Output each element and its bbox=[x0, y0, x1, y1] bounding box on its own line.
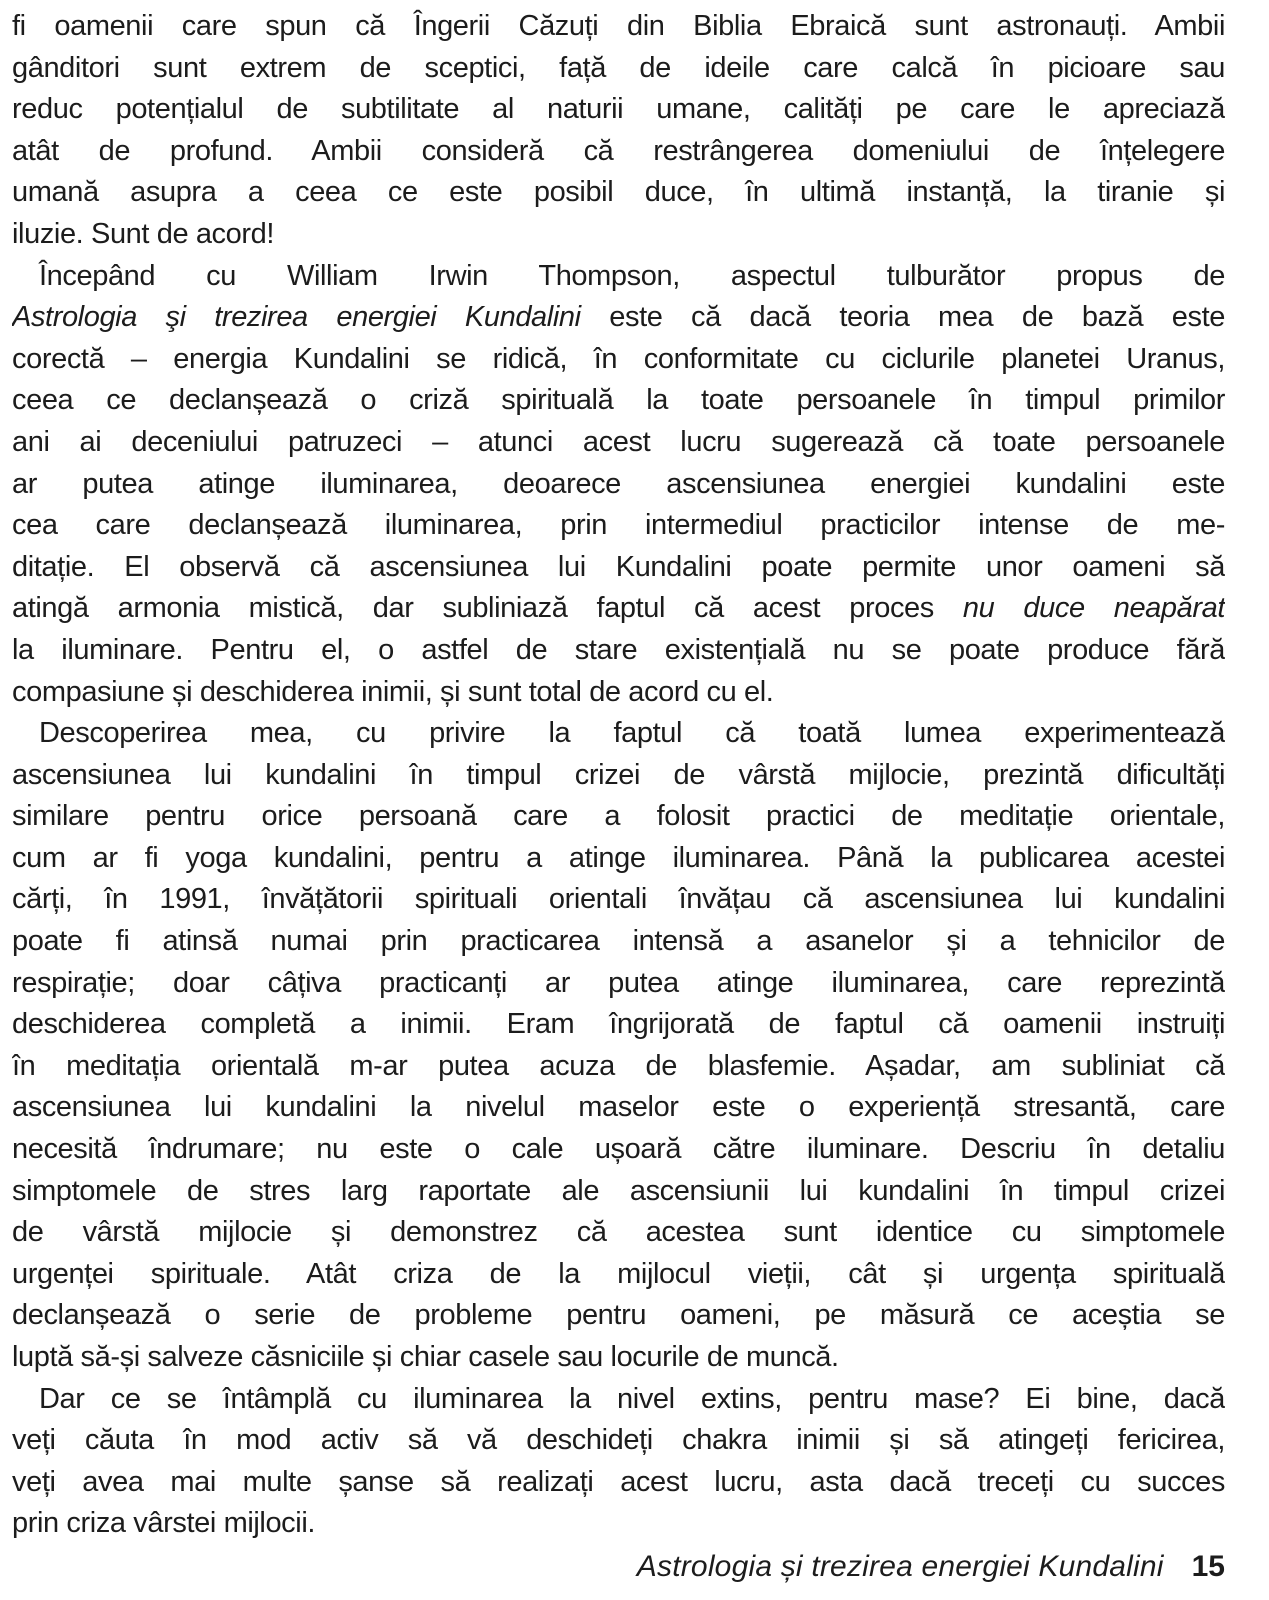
text-segment: cea care declanșează iluminarea, prin intermediul practicilor intense de me- bbox=[12, 509, 1225, 542]
text-line bbox=[12, 89, 1225, 131]
text-line bbox=[12, 297, 1225, 339]
text-line bbox=[12, 672, 1225, 714]
text-segment: iluzie. Sunt de acord! bbox=[12, 217, 275, 250]
text-segment: ceea ce declanșează o criză spirituală la toate persoanele în timpul primilor bbox=[12, 384, 1225, 417]
text-segment: veți avea mai multe șanse să realizați acest lucru, asta dacă treceți cu succes bbox=[12, 1465, 1225, 1498]
page-body-text bbox=[12, 6, 1225, 1545]
text-segment: umană asupra a ceea ce este posibil duce, în ultimă instanță, la tiranie și bbox=[12, 176, 1225, 209]
text-segment: prin criza vârstei mijlocii. bbox=[12, 1507, 316, 1540]
text-line bbox=[12, 172, 1225, 214]
text-line bbox=[12, 1379, 1225, 1421]
text-line bbox=[12, 963, 1225, 1005]
text-segment: Începând cu William Irwin Thompson, aspectul tulburător propus de bbox=[39, 259, 1225, 292]
text-line bbox=[12, 339, 1225, 381]
running-footer-book-title: Astrologia și trezirea energiei Kundalini bbox=[636, 1550, 1164, 1583]
text-line bbox=[12, 1295, 1225, 1337]
text-line bbox=[12, 1212, 1225, 1254]
text-segment: ar putea atinge iluminarea, deoarece ascensiunea energiei kundalini este bbox=[12, 467, 1225, 500]
text-segment: similare pentru orice persoană care a folosit practici de meditație orientale, bbox=[12, 800, 1225, 833]
text-line bbox=[12, 713, 1225, 755]
text-line bbox=[12, 48, 1225, 90]
text-line bbox=[12, 630, 1225, 672]
text-segment: gânditori sunt extrem de sceptici, față de ideile care calcă în picioare sau bbox=[12, 51, 1225, 84]
text-segment: la iluminare. Pentru el, o astfel de stare existențială nu se poate produce fără bbox=[12, 633, 1225, 666]
text-line bbox=[12, 755, 1225, 797]
text-segment: Dar ce se întâmplă cu iluminarea la nivel extins, pentru mase? Ei bine, dacă bbox=[39, 1382, 1225, 1415]
text-segment: poate fi atinsă numai prin practicarea intensă a asanelor și a tehnicilor de bbox=[12, 925, 1225, 958]
text-line bbox=[12, 131, 1225, 173]
text-segment: în meditația orientală m-ar putea acuza de blasfemie. Așadar, am subliniat că bbox=[12, 1049, 1225, 1082]
text-line bbox=[12, 588, 1225, 630]
text-segment: fi oamenii care spun că Îngerii Căzuți din Biblia Ebraică sunt astronauți. Ambii bbox=[12, 10, 1225, 42]
text-segment: Descoperirea mea, cu privire la faptul că toată lumea experimentează bbox=[39, 717, 1225, 750]
text-segment: ascensiunea lui kundalini la nivelul maselor este o experiență stresantă, care bbox=[12, 1091, 1225, 1124]
text-line bbox=[12, 796, 1225, 838]
text-line bbox=[12, 1503, 1225, 1545]
italic-text-segment: Astrologia şi trezirea energiei Kundalini bbox=[12, 301, 581, 334]
text-line bbox=[12, 838, 1225, 880]
text-segment: de vârstă mijlocie și demonstrez că acestea sunt identice cu simptomele bbox=[12, 1216, 1225, 1249]
text-segment: deschiderea completă a inimii. Eram îngrijorată de faptul că oamenii instruiți bbox=[12, 1008, 1225, 1041]
text-line bbox=[12, 214, 1225, 256]
text-segment: ascensiunea lui kundalini în timpul crizei de vârstă mijlocie, prezintă dificultăți bbox=[12, 758, 1225, 791]
text-line bbox=[12, 6, 1225, 48]
text-segment: luptă să-și salveze căsniciile și chiar casele sau locurile de muncă. bbox=[12, 1341, 839, 1373]
page-number: 15 bbox=[1191, 1550, 1225, 1583]
text-line bbox=[12, 1129, 1225, 1171]
text-segment: ani ai deceniului patruzeci – atunci acest lucru sugerează că toate persoanele bbox=[12, 425, 1225, 458]
text-segment: veți căuta în mod activ să vă deschideți chakra inimii și să atingeți fericirea, bbox=[12, 1424, 1225, 1457]
page-footer bbox=[637, 1548, 1225, 1586]
text-line bbox=[12, 1420, 1225, 1462]
text-segment: simptomele de stres larg raportate ale ascensiunii lui kundalini în timpul crizei bbox=[12, 1174, 1225, 1207]
text-line bbox=[12, 1171, 1225, 1213]
text-line bbox=[12, 1046, 1225, 1088]
text-segment: reduc potențialul de subtilitate al naturii umane, calități pe care le apreciază bbox=[12, 93, 1225, 126]
text-line bbox=[12, 921, 1225, 963]
text-line bbox=[12, 879, 1225, 921]
text-line bbox=[12, 1087, 1225, 1129]
text-line bbox=[12, 1337, 1225, 1379]
text-line bbox=[12, 1462, 1225, 1504]
text-line bbox=[12, 505, 1225, 547]
text-segment: cărți, în 1991, învățătorii spirituali orientali învățau că ascensiunea lui kundalini bbox=[12, 883, 1225, 916]
text-segment: respirație; doar câțiva practicanți ar putea atinge iluminarea, care reprezintă bbox=[12, 966, 1225, 999]
text-line bbox=[12, 256, 1225, 298]
text-segment: atât de profund. Ambii consideră că restrângerea domeniului de înțelegere bbox=[12, 134, 1225, 167]
text-segment: corectă – energia Kundalini se ridică, în conformitate cu ciclurile planetei Uranus, bbox=[12, 342, 1225, 375]
text-segment: atingă armonia mistică, dar subliniază faptul că acest proces bbox=[12, 592, 963, 625]
text-segment: necesită îndrumare; nu este o cale ușoară către iluminare. Descriu în detaliu bbox=[12, 1133, 1225, 1166]
text-segment: cum ar fi yoga kundalini, pentru a atinge iluminarea. Până la publicarea acestei bbox=[12, 841, 1225, 874]
text-segment: compasiune și deschiderea inimii, și sunt total de acord cu el. bbox=[12, 675, 774, 708]
text-segment: urgenței spirituale. Atât criza de la mijlocul vieții, cât și urgența spirituală bbox=[12, 1257, 1225, 1290]
text-segment: ditație. El observă că ascensiunea lui Kundalini poate permite unor oameni să bbox=[12, 550, 1225, 583]
text-line bbox=[12, 547, 1225, 589]
text-line bbox=[12, 1254, 1225, 1296]
italic-text-segment: nu duce neapărat bbox=[962, 592, 1225, 625]
text-segment: este că dacă teoria mea de bază este bbox=[580, 301, 1225, 334]
text-segment: declanșează o serie de probleme pentru oameni, pe măsură ce aceștia se bbox=[12, 1299, 1225, 1332]
text-line bbox=[12, 1004, 1225, 1046]
text-line bbox=[12, 464, 1225, 506]
text-line bbox=[12, 380, 1225, 422]
text-line bbox=[12, 422, 1225, 464]
